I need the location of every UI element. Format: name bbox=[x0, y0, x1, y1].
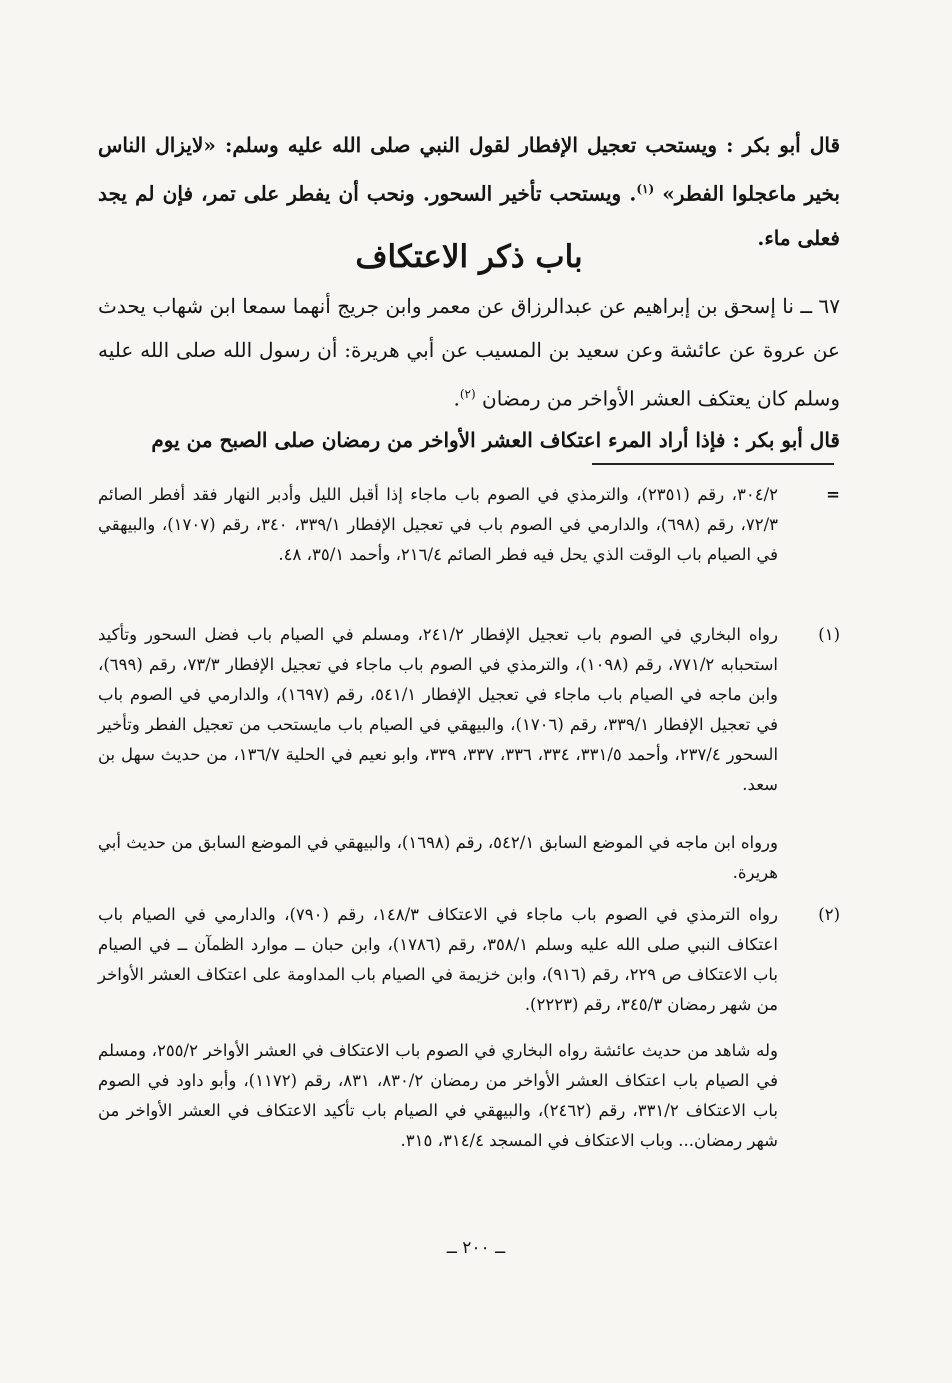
paragraph-2 bbox=[98, 418, 840, 462]
footnote-ref-1[interactable]: (١) bbox=[636, 182, 655, 196]
paragraph-1-tail: . ويستحب تأخير السحور. ونحب أن يفطر على تمر، فإن لم يجد فعلى ماء. bbox=[98, 181, 840, 250]
footnote-continued-text: ٣٠٤/٢، رقم (٢٣٥١)، والترمذي في الصوم باب ماجاء إذا أقبل الليل وأدبر النهار فقد أفطر الصائم ٧٢/٣، رقم (٦٩٨)، والدارمي في الصوم باب في تعجيل الإفطار ٣٣٩/١، ٣٤٠، رقم (١٧٠٧)، والبيهقي في الصيام باب الوقت الذي يحل فيه فطر الصائم ٢١٦/٤، وأحمد ٣٥/١، ٤٨. bbox=[98, 485, 779, 564]
footnote-2-text: رواه الترمذي في الصوم باب ماجاء في الاعتكاف ١٤٨/٣، رقم (٧٩٠)، والدارمي في الصيام باب اعتكاف النبي صلى الله عليه وسلم ٣٥٨/١، رقم (١٧٨٦)، وابن حبان ــ موارد الظمآن ــ في الصيام باب الاعتكاف ص ٢٢٩، رقم (٩١٦)، وابن خزيمة في الصيام باب المداومة على اعتكاف العشر الأواخر من شهر رمضان ٣٤٥/٣، رقم (٢٢٢٣). bbox=[98, 905, 779, 1014]
hadith-text: ٦٧ ــ نا إسحق بن إبراهيم عن عبدالرزاق عن معمر وابن جريج أنهما سمعا ابن شهاب يحدث عن عروة عن عائشة وعن سعيد بن المسيب عن أبي هريرة: أن رسول الله صلى الله عليه وسلم كان يعتكف العشر الأواخر من رمضان bbox=[98, 294, 840, 411]
footnote-ref-2[interactable]: (٢) bbox=[459, 387, 476, 401]
paragraph-2-text: فإذا أراد المرء اعتكاف العشر الأواخر من رمضان صلى الصبح من يوم bbox=[151, 428, 726, 452]
footnote-2-continuation: وله شاهد من حديث عائشة رواه البخاري في الصوم باب الاعتكاف في العشر الأواخر ٢٥٥/٢، ومسلم في الصيام باب اعتكاف العشر الأواخر من رمضان ٨٣٠/٢، ٨٣١، رقم (١١٧٢)، وأبو داود في الصوم باب الاعتكاف ٣٣١/٢، رقم (٢٤٦٢)، والبيهقي في الصيام باب تأكيد الاعتكاف في العشر الأواخر من شهر رمضان... وباب الاعتكاف في المسجد ٣١٤/٤، ٣١٥. bbox=[98, 1041, 779, 1150]
hadith-paragraph bbox=[98, 284, 840, 421]
footnote-continued bbox=[98, 480, 840, 570]
paragraph-1-text: ويستحب تعجيل الإفطار لقول النبي صلى الله عليه وسلم: «لايزال الناس بخير ماعجلوا الفطر» bbox=[98, 133, 840, 206]
footnote-2-number: (٢) bbox=[818, 905, 840, 924]
footnote-1 bbox=[98, 620, 840, 800]
footnote-1-text: رواه البخاري في الصوم باب تعجيل الإفطار ٢٤١/٢، ومسلم في الصيام باب فضل السحور وتأكيد استحبابه ٧٧١/٢، رقم (١٠٩٨)، والترمذي في الصوم باب ماجاء في تعجيل الإفطار ٧٣/٣، رقم (٦٩٩)، وابن ماجه في الصيام باب ماجاء في تعجيل الإفطار ٥٤١/١، رقم (١٦٩٧)، والدارمي في الصوم باب في تعجيل الإفطار ٣٣٩/١، رقم (١٧٠٦)، والبيهقي في الصيام باب مايستحب من تعجيل الفطر وتأخير السحور ٢٣٧/٤، وأحمد ٣٣١/٥، ٣٣٤، ٣٣٦، ٣٣٧، ٣٣٩، وابو نعيم في الحلية ١٣٦/٧، من حديث سهل بن سعد. bbox=[98, 625, 779, 794]
footnote-separator bbox=[592, 463, 834, 465]
page-number: ــ ٢٠٠ ــ bbox=[446, 1238, 506, 1258]
paragraph-2-lead: قال أبو بكر : bbox=[732, 428, 840, 452]
footnote-1-continuation: ورواه ابن ماجه في الموضع السابق ٥٤٢/١، رقم (١٦٩٨)، والبيهقي في الموضع السابق من حديث أبي هريرة. bbox=[98, 833, 778, 882]
continuation-marker: = bbox=[826, 485, 840, 504]
hadith-tail: . bbox=[453, 386, 460, 411]
footnote-2 bbox=[98, 900, 840, 1020]
footnote-1-number: (١) bbox=[818, 625, 840, 644]
section-heading: باب ذكر الاعتكاف bbox=[355, 239, 583, 275]
paragraph-1-lead: قال أبو بكر : bbox=[726, 133, 841, 157]
